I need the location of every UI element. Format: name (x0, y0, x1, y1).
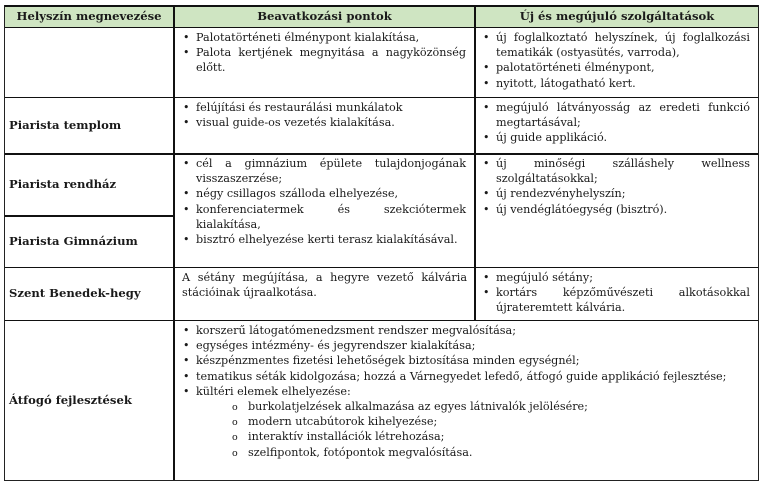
row-3-location-gimnazium: Piarista Gimnázium (9, 234, 138, 249)
row-2-interventions (176, 100, 472, 130)
list-item: • nyitott, látogatható kert. (476, 76, 750, 91)
row-3-location-rendhaz: Piarista rendház (9, 177, 117, 192)
list-item: • bisztró elhelyezése kerti terasz kialakításával. (176, 232, 466, 247)
row-4-location: Szent Benedek-hegy (9, 286, 141, 301)
row-3-interventions (176, 156, 472, 247)
list-item: • visual guide-os vezetés kialakítása. (176, 115, 472, 130)
header-interventions: Beavatkozási pontok (175, 6, 474, 28)
list-item: • megújuló sétány; (476, 270, 750, 285)
row-1-interventions (176, 30, 472, 76)
list-item: • konferenciatermek és szekciótermek kialakítása, (176, 202, 466, 232)
row-2-location: Piarista templom (9, 117, 122, 132)
list-item: • tematikus séták kidolgozása; hozzá a Várnegyedet lefedő, átfogó guide applikáció fejlesztése; (176, 369, 756, 384)
sub-list-item: o szelfipontok, fotópontok megvalósítása. (176, 445, 756, 460)
list-item: • palotatörténeti élménypont, (476, 60, 750, 75)
row-4-interventions: A sétány megújítása, a hegyre vezető kálvária stációinak újraalkotása. (182, 271, 467, 300)
header-services: Új és megújuló szolgáltatások (476, 6, 758, 28)
list-item: • Palota kertjének megnyitása a nagyközönség előtt. (176, 45, 466, 75)
list-item: • kültéri elemek elhelyezése: (176, 384, 756, 399)
row-1-services (476, 30, 756, 91)
development-table (4, 5, 759, 481)
header-location: Helyszín megnevezése (5, 6, 173, 28)
header-divider (5, 5, 758, 7)
row-4-services (476, 270, 756, 316)
list-item: • új guide applikáció. (476, 130, 750, 145)
row-3-services (476, 156, 756, 217)
row-1-location (5, 28, 173, 97)
list-item: • cél a gimnázium épülete tulajdonjogának visszaszerzése; (176, 156, 466, 186)
list-item: • új foglalkoztató helyszínek, új foglalkozási tematikák (ostyasütés, varroda), (476, 30, 750, 60)
sub-list-item: o modern utcabútorok kihelyezése; (176, 414, 756, 429)
list-item: • korszerű látogatómenedzsment rendszer megvalósítása; (176, 323, 756, 338)
sub-list-item: o burkolatjelzések alkalmazása az egyes látnivalók jelölésére; (176, 399, 756, 414)
list-item: • új rendezvényhelyszín; (476, 186, 750, 201)
row-5-location: Átfogó fejlesztések (9, 392, 132, 407)
list-item: • új vendéglátóegység (bisztró). (476, 202, 750, 217)
list-item: • Palotatörténeti élménypont kialakítása, (176, 30, 466, 45)
row-2-services (476, 100, 756, 146)
list-item: • kortárs képzőművészeti alkotásokkal újrateremtett kálvária. (476, 285, 750, 315)
list-item: • négy csillagos szálloda elhelyezése, (176, 186, 466, 201)
list-item: • felújítási és restaurálási munkálatok (176, 100, 472, 115)
sub-list-item: o interaktív installációk létrehozása; (176, 429, 756, 444)
list-item: • egységes intézmény- és jegyrendszer kialakítása; (176, 338, 756, 353)
list-item: • készpénzmentes fizetési lehetőségek biztosítása minden egységnél; (176, 353, 756, 368)
row-5-interventions (176, 323, 756, 460)
column-divider (173, 6, 175, 480)
list-item: • új minőségi szálláshely wellness szolgáltatásokkal; (476, 156, 750, 186)
list-item: • megújuló látványosság az eredeti funkció megtartásával; (476, 100, 750, 130)
